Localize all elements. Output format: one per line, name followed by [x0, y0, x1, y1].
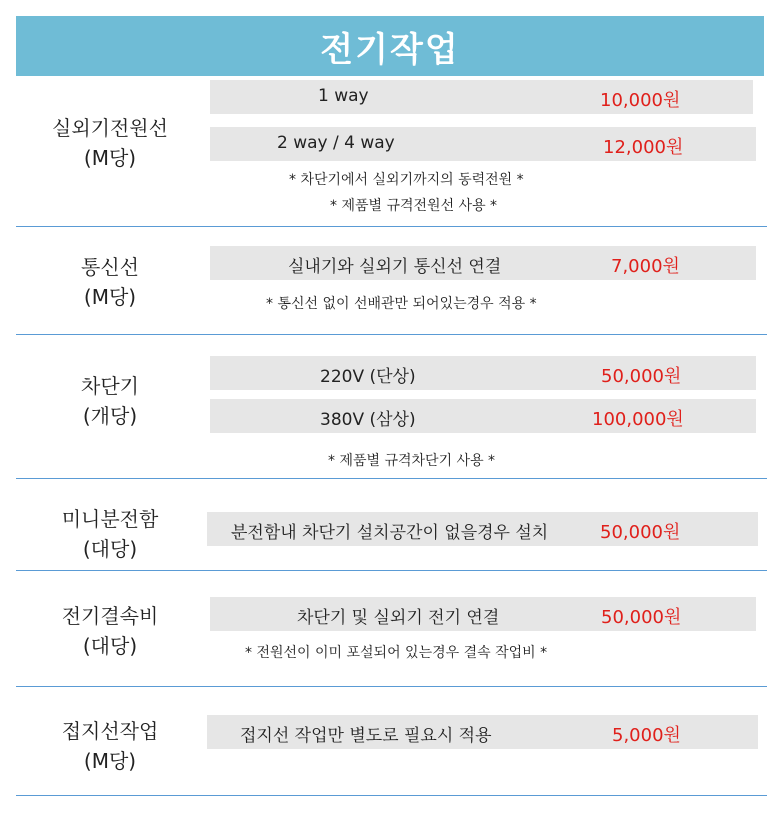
section-divider: [16, 478, 767, 479]
category-name: 실외기전원선: [52, 116, 168, 140]
row-description: 차단기 및 실외기 전기 연결: [297, 608, 500, 628]
row-price: 10,000원: [600, 90, 681, 111]
price-row: [207, 715, 758, 749]
row-description: 분전함내 차단기 설치공간이 없을경우 설치: [231, 523, 549, 543]
section-note: * 제품별 규격전원선 사용 *: [330, 198, 498, 214]
price-row: [210, 246, 756, 280]
row-price: 50,000원: [600, 522, 681, 543]
row-price: 7,000원: [611, 256, 680, 277]
section-divider: [16, 570, 767, 571]
row-description: 2 way / 4 way: [277, 133, 395, 153]
category-name: 전기결속비: [61, 604, 159, 628]
category-name: 미니분전함: [61, 507, 159, 531]
page-title: 전기작업: [320, 29, 460, 70]
section-note: * 통신선 없이 선배관만 되어있는경우 적용 *: [266, 296, 537, 312]
row-description: 실내기와 실외기 통신선 연결: [288, 257, 502, 277]
price-row: [210, 80, 753, 114]
category-name: 통신선: [81, 255, 139, 279]
category-communication-cable: [20, 252, 200, 312]
category-unit: (M당): [83, 285, 137, 309]
category-electrical-binding-fee: [20, 601, 200, 661]
row-price: 5,000원: [612, 725, 681, 746]
category-outdoor-power-cable: [20, 113, 200, 173]
category-unit: (M당): [83, 749, 137, 773]
category-name: 차단기: [81, 374, 139, 398]
section-note: * 전원선이 이미 포설되어 있는경우 결속 작업비 *: [245, 645, 548, 661]
row-description: 1 way: [318, 86, 369, 106]
row-price: 50,000원: [601, 607, 682, 628]
section-divider: [16, 334, 767, 335]
price-row: [210, 399, 756, 433]
row-price: 100,000원: [592, 409, 684, 430]
category-circuit-breaker: [20, 371, 200, 431]
category-grounding-work: [20, 716, 200, 776]
category-unit: (개당): [82, 404, 138, 428]
row-price: 12,000원: [603, 137, 684, 158]
price-row: [210, 356, 756, 390]
category-unit: (대당): [82, 537, 138, 561]
row-description: 접지선 작업만 별도로 필요시 적용: [240, 726, 492, 746]
row-description: 220V (단상): [320, 367, 416, 387]
title-banner: [16, 16, 764, 76]
category-unit: (대당): [82, 634, 138, 658]
price-row: [210, 127, 756, 161]
category-mini-distribution-box: [20, 504, 200, 564]
section-note: * 제품별 규격차단기 사용 *: [328, 453, 496, 469]
category-unit: (M당): [83, 146, 137, 170]
section-divider: [16, 686, 767, 687]
category-name: 접지선작업: [61, 719, 159, 743]
row-price: 50,000원: [601, 366, 682, 387]
section-divider: [16, 795, 767, 796]
price-row: [207, 512, 758, 546]
section-note: * 차단기에서 실외기까지의 동력전원 *: [289, 172, 524, 188]
row-description: 380V (삼상): [320, 410, 416, 430]
price-row: [210, 597, 756, 631]
section-divider: [16, 226, 767, 227]
